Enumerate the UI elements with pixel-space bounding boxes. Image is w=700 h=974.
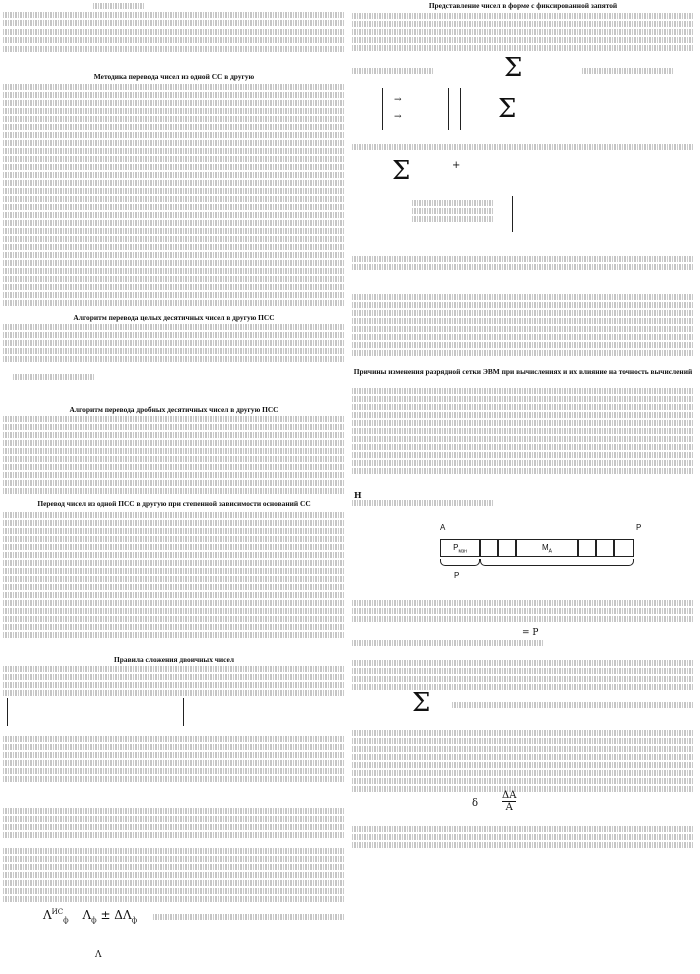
register-cell (614, 539, 634, 557)
mantissa-cell: $M_A$ (516, 539, 578, 557)
register-cell (498, 539, 516, 557)
letter-a-label: A (440, 523, 446, 532)
lambda-glyph: Λ (95, 950, 102, 960)
section-heading: Методика перевода чисел из одной СС в другую (93, 72, 255, 81)
section-heading: Правила сложения двоичных чисел (114, 655, 234, 664)
text-line (3, 29, 345, 35)
section-heading: Перевод чисел из одной ПСС в другую при степенной зависимости оснований СС (37, 499, 311, 508)
section-heading: Представление чисел в форме с фиксированной запятой (428, 1, 618, 10)
brace (480, 559, 634, 566)
sum-symbol: Σ (412, 688, 431, 718)
sum-symbol: Σ (498, 94, 517, 124)
text-line (3, 46, 345, 52)
delta-label: δ (472, 798, 479, 809)
register-cell (480, 539, 498, 557)
section-heading: Алгоритм перевода целых десятичных чисел в другую ПСС (73, 313, 275, 322)
text-line (3, 20, 345, 26)
sum-symbol: Σ (392, 156, 411, 186)
arrow-symbol: → (394, 95, 402, 105)
relative-error-formula: ΔA A (502, 790, 517, 813)
right-column: Представление чисел в форме с фиксированной запятой Σ → → Σ Σ + Причины изменения разрядной сетки ЭВМ при вычислениях и их влияние на точность вычислений Н A P $P_{мзн}$ $M_A$ P = P Σ ΔA A δ (352, 0, 694, 974)
text-line (3, 37, 345, 43)
letter-p-bottom: P (454, 571, 460, 580)
precision-formula: $\Lambda^{ИС}_ф$ $\Lambda_ф \pm \Delta\Lambda_ф$ (43, 908, 138, 925)
left-bracket (183, 698, 190, 726)
brace (440, 559, 480, 566)
sign-cell: $P_{мзн}$ (440, 539, 480, 557)
section-heading: Причины изменения разрядной сетки ЭВМ при вычислениях и их влияние на точность вычислений (353, 367, 693, 376)
text-line (93, 3, 145, 9)
section-heading: Алгоритм перевода дробных десятичных чисел в другую ПСС (69, 405, 279, 414)
register-diagram (440, 521, 650, 599)
equation-p: = P (522, 628, 539, 638)
text-line (3, 12, 345, 18)
sum-symbol: Σ (504, 53, 523, 83)
register-cell (596, 539, 614, 557)
letter-p-label: P (636, 523, 642, 532)
left-column (3, 0, 345, 974)
left-bracket (7, 698, 14, 726)
register-cell (578, 539, 596, 557)
arrow-symbol: → (394, 112, 402, 122)
section-heading: Н (354, 490, 362, 500)
